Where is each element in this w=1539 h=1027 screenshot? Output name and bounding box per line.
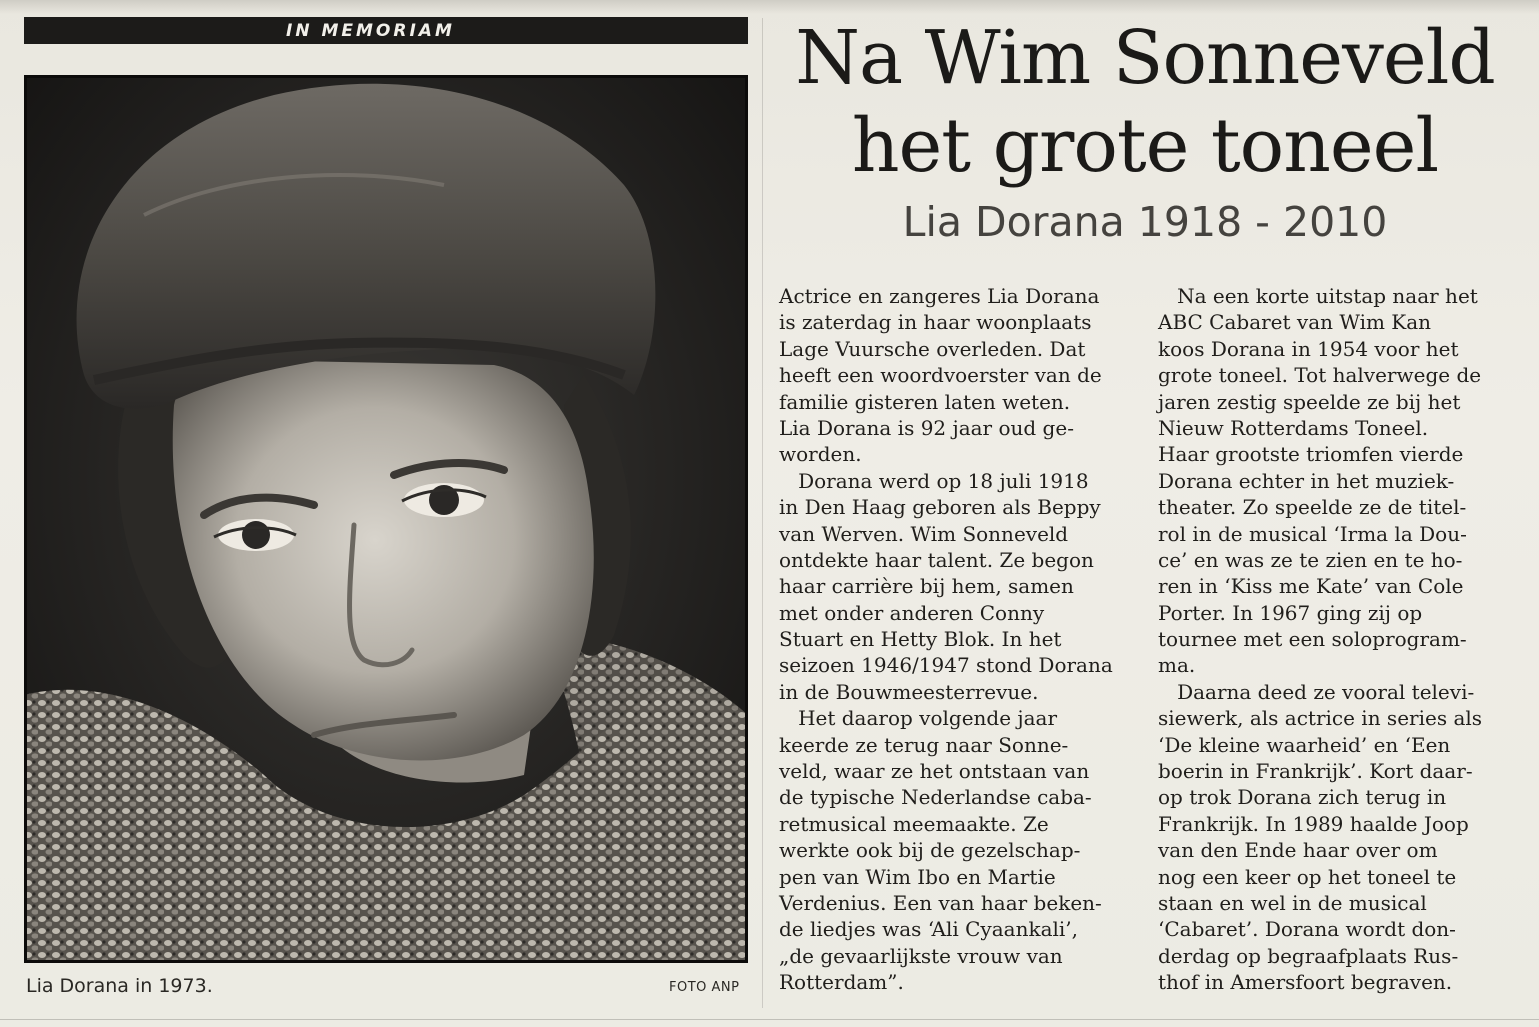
article-line: keerde ze terug naar Sonne- xyxy=(779,732,1069,757)
portrait-photo xyxy=(24,75,748,963)
headline xyxy=(770,14,1520,190)
article-line: pen van Wim Ibo en Martie xyxy=(779,864,1056,889)
article-line: de typische Nederlandse caba- xyxy=(779,785,1092,810)
article-line: ma. xyxy=(1158,653,1196,678)
article-line: ce’ en was ze te zien en te ho- xyxy=(1158,547,1463,572)
article-line: van den Ende haar over om xyxy=(1158,838,1438,863)
article-line: veld, waar ze het ontstaan van xyxy=(779,759,1090,784)
article-line: Verdenius. Een van haar beken- xyxy=(779,890,1102,915)
article-line: Haar grootste triomfen vierde xyxy=(1158,442,1464,467)
article-column-1 xyxy=(779,283,1129,996)
article-line: seizoen 1946/1947 stond Dorana xyxy=(779,653,1113,678)
article-line: boerin in Frankrijk’. Kort daar- xyxy=(1158,759,1473,784)
article-line: met onder anderen Conny xyxy=(779,600,1045,625)
headline-line-1: Na Wim Sonneveld xyxy=(795,15,1495,101)
article-line: werkte ook bij de gezelschap- xyxy=(779,838,1081,863)
article-line: in Den Haag geboren als Beppy xyxy=(779,495,1101,520)
article-line: Lage Vuursche overleden. Dat xyxy=(779,336,1086,361)
article-line: theater. Zo speelde ze de titel- xyxy=(1158,495,1467,520)
article-line: rol in de musical ‘Irma la Dou- xyxy=(1158,521,1467,546)
photo-caption: Lia Dorana in 1973. xyxy=(26,975,213,997)
article-line: de liedjes was ‘Ali Cyaankali’, xyxy=(779,917,1079,942)
article-line: Daarna deed ze vooral televi- xyxy=(1158,679,1475,704)
article-line: ‘Cabaret’. Dorana wordt don- xyxy=(1158,917,1456,942)
article-line: Stuart en Hetty Blok. In het xyxy=(779,627,1062,652)
article-line: koos Dorana in 1954 voor het xyxy=(1158,336,1459,361)
article-line: tournee met een soloprogram- xyxy=(1158,627,1467,652)
article-line: in de Bouwmeesterrevue. xyxy=(779,679,1039,704)
article-line: is zaterdag in haar woonplaats xyxy=(779,310,1092,335)
article-line: worden. xyxy=(779,442,862,467)
article-line: Het daarop volgende jaar xyxy=(779,706,1058,731)
article-line: heeft een woordvoerster van de xyxy=(779,363,1102,388)
section-label: IN MEMORIAM xyxy=(286,20,455,41)
article-line: Nieuw Rotterdams Toneel. xyxy=(1158,415,1429,440)
photo-credit: FOTO ANP xyxy=(669,980,740,995)
article-line: siewerk, als actrice in series als xyxy=(1158,706,1483,731)
article-line: Frankrijk. In 1989 haalde Joop xyxy=(1158,811,1469,836)
article-line: Actrice en zangeres Lia Dorana xyxy=(779,284,1100,308)
article-column-2 xyxy=(1158,283,1508,996)
article-line: grote toneel. Tot halverwege de xyxy=(1158,363,1482,388)
page-bottom-edge xyxy=(0,1019,1539,1020)
article-line: Lia Dorana is 92 jaar oud ge- xyxy=(779,415,1074,440)
article-line: Na een korte uitstap naar het xyxy=(1158,284,1478,308)
article-line: retmusical meemaakte. Ze xyxy=(779,811,1049,836)
article-line: thof in Amersfoort begraven. xyxy=(1158,970,1453,995)
article-line: familie gisteren laten weten. xyxy=(779,389,1071,414)
section-banner xyxy=(24,17,748,44)
article-line: Rotterdam”. xyxy=(779,970,904,995)
article-line: derdag op begraafplaats Rus- xyxy=(1158,943,1459,968)
article-line: ‘De kleine waarheid’ en ‘Een xyxy=(1158,732,1451,757)
column-divider xyxy=(762,18,763,1008)
subheadline: Lia Dorana 1918 - 2010 xyxy=(902,198,1388,246)
article-line: ren in ‘Kiss me Kate’ van Cole xyxy=(1158,574,1464,599)
article-line: ontdekte haar talent. Ze begon xyxy=(779,547,1094,572)
portrait-image xyxy=(24,75,748,963)
article-line: jaren zestig speelde ze bij het xyxy=(1158,389,1461,414)
article-line: nog een keer op het toneel te xyxy=(1158,864,1457,889)
article-line: haar carrière bij hem, samen xyxy=(779,574,1074,599)
article-line: Dorana echter in het muziek- xyxy=(1158,468,1455,493)
article-line: staan en wel in de musical xyxy=(1158,890,1427,915)
article-line: ABC Cabaret van Wim Kan xyxy=(1158,310,1432,335)
article-line: „de gevaarlijkste vrouw van xyxy=(779,943,1063,968)
article-line: Dorana werd op 18 juli 1918 xyxy=(779,468,1089,493)
article-line: van Werven. Wim Sonneveld xyxy=(779,521,1069,546)
article-line: op trok Dorana zich terug in xyxy=(1158,785,1447,810)
torn-top-edge xyxy=(0,0,1539,14)
article-line: Porter. In 1967 ging zij op xyxy=(1158,600,1423,625)
headline-line-2: het grote toneel xyxy=(851,103,1439,189)
